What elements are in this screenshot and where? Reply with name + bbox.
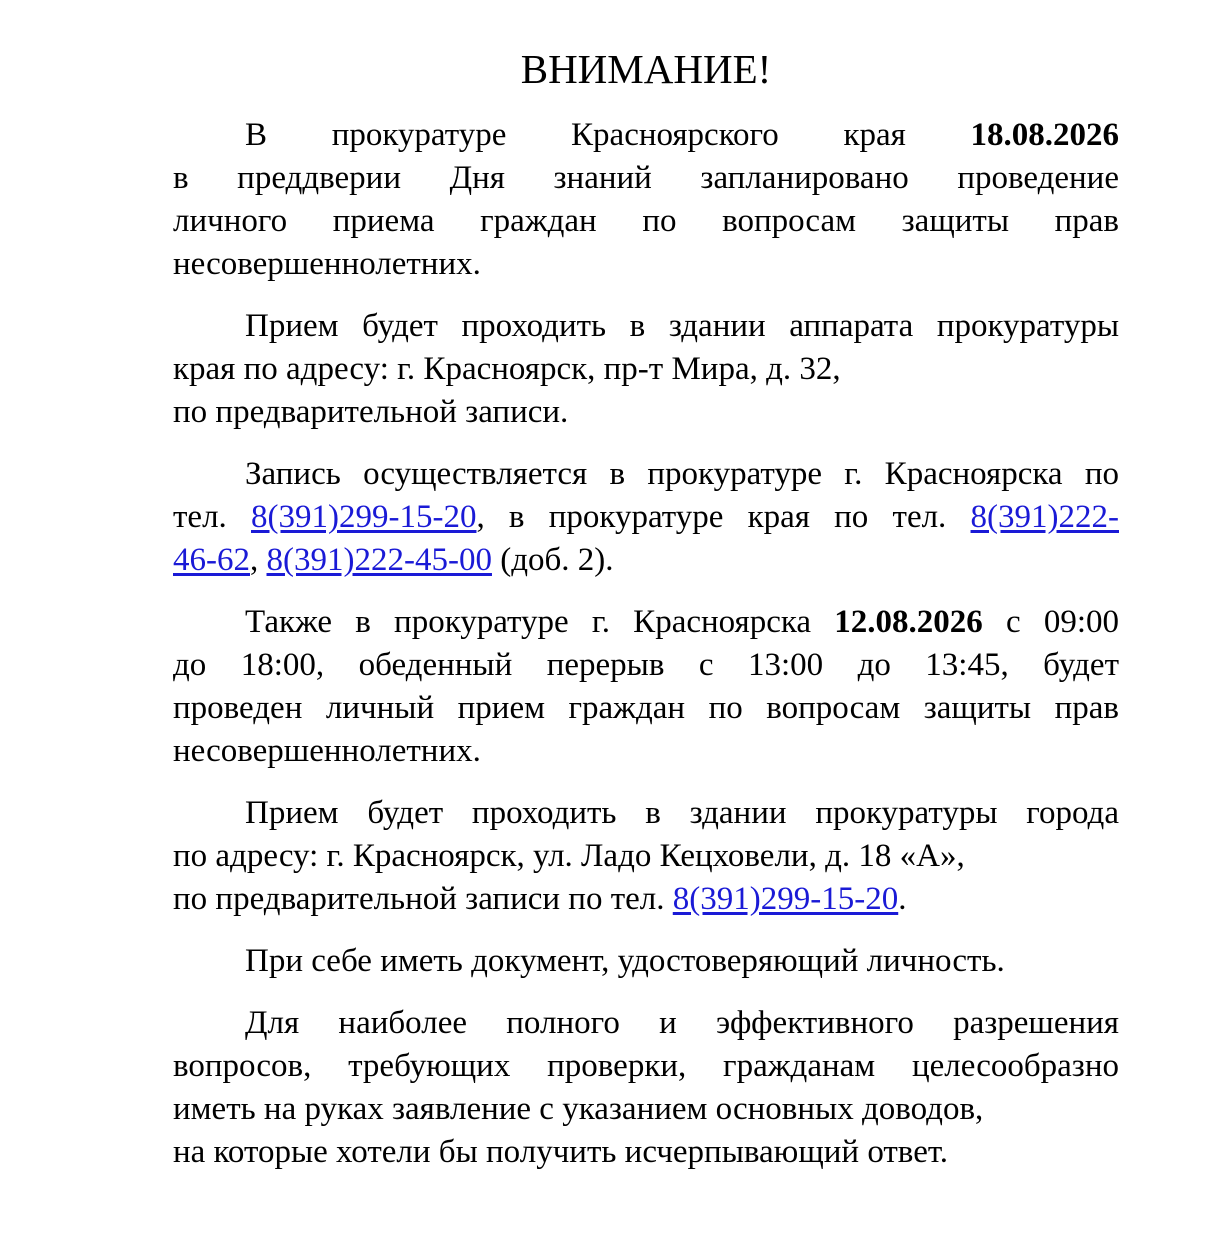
paragraph-city-reception: [173, 601, 1119, 773]
text-line: несовершеннолетних.: [173, 733, 481, 769]
phone-link-regional-prosecutor[interactable]: 8(391)222-: [970, 499, 1119, 535]
text-line: на которые хотели бы получить исчерпывающий ответ.: [173, 1134, 949, 1170]
phone-link-city-registration[interactable]: 8(391)299-15-20: [672, 881, 899, 917]
text-line: В прокуратуре Красноярского края 18.08.2026: [245, 117, 1119, 153]
text-line: иметь на руках заявление с указанием основных доводов,: [173, 1091, 984, 1127]
text-line: края по адресу: г. Красноярск, пр-т Мира, д. 32,: [173, 351, 841, 387]
notice-document: [173, 40, 1119, 1193]
phone-link-regional-prosecutor-ext[interactable]: 8(391)222-45-00: [266, 542, 492, 578]
page-title: ВНИМАНИЕ!: [520, 46, 772, 92]
paragraph-recommendation: [173, 1002, 1119, 1174]
text-line: в преддверии Дня знаний запланировано проведение: [173, 160, 1119, 196]
text-line: личного приема граждан по вопросам защиты прав: [173, 203, 1119, 239]
paragraph-reception-location: [173, 305, 1119, 434]
text-line: Для наиболее полного и эффективного разрешения: [245, 1005, 1119, 1041]
text-line: тел. 8(391)299-15-20, в прокуратуре края по тел. 8(391)222-: [173, 499, 1119, 535]
text-line: Запись осуществляется в прокуратуре г. Красноярска по: [245, 456, 1119, 492]
paragraph-city-location: [173, 792, 1119, 921]
paragraph-registration: [173, 453, 1119, 582]
text-line: по предварительной записи по тел. 8(391)299-15-20.: [173, 881, 907, 917]
paragraph-reception-announcement: [173, 114, 1119, 286]
text-line: вопросов, требующих проверки, гражданам целесообразно: [173, 1048, 1119, 1084]
phone-link-regional-prosecutor-continued[interactable]: 46-62: [173, 542, 250, 578]
text-line: до 18:00, обеденный перерыв с 13:00 до 13:45, будет: [173, 647, 1119, 683]
phone-link-city-prosecutor[interactable]: 8(391)299-15-20: [251, 499, 477, 535]
reception-date: 18.08.2026: [970, 117, 1119, 153]
text-line: по предварительной записи.: [173, 394, 569, 430]
city-reception-date: 12.08.2026: [834, 604, 983, 640]
text-line: Прием будет проходить в здании прокуратуры города: [245, 795, 1119, 831]
paragraph-id-document: [173, 940, 1119, 983]
text-line: по адресу: г. Красноярск, ул. Ладо Кецховели, д. 18 «А»,: [173, 838, 965, 874]
text-line: При себе иметь документ, удостоверяющий личность.: [245, 943, 1005, 979]
text-line: Прием будет проходить в здании аппарата прокуратуры: [245, 308, 1119, 344]
text-line: 46-62, 8(391)222-45-00 (доб. 2).: [173, 542, 614, 578]
text-line: проведен личный прием граждан по вопросам защиты прав: [173, 690, 1119, 726]
text-line: Также в прокуратуре г. Красноярска 12.08.2026 с 09:00: [245, 604, 1119, 640]
text-line: несовершеннолетних.: [173, 246, 481, 282]
